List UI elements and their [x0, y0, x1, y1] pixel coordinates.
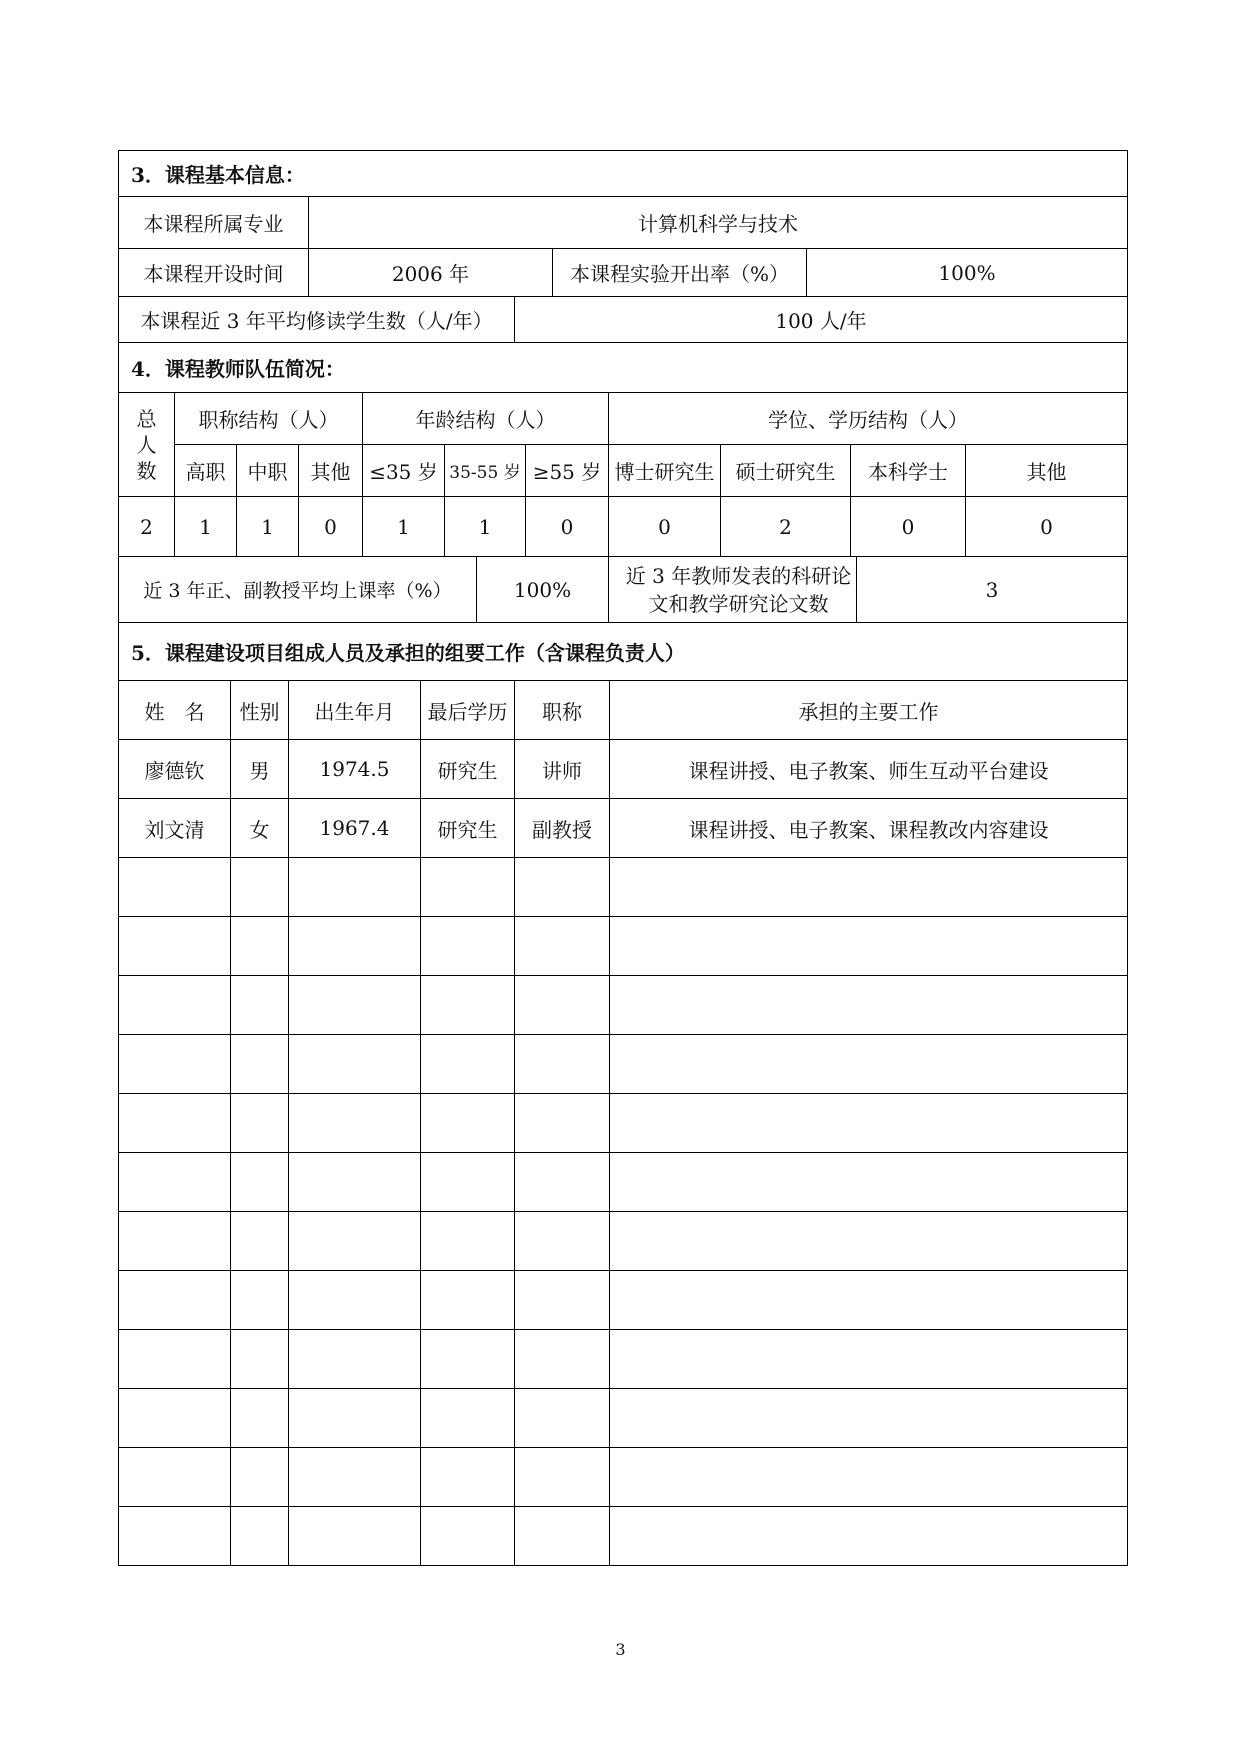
member-birth: [289, 1212, 421, 1270]
empty-member-row: [119, 858, 1127, 917]
member-birth: [289, 1507, 421, 1565]
rate-papers-row: [119, 557, 1127, 623]
member-work: 课程讲授、电子教案、师生互动平台建设: [688, 758, 1049, 783]
member-work: [610, 858, 1127, 916]
member-name: [119, 1035, 231, 1093]
member-gender: 男: [231, 740, 289, 798]
prof-rate-value: 100%: [477, 557, 609, 622]
form-table: [118, 150, 1128, 1566]
member-title: [515, 1271, 610, 1329]
member-title: [515, 976, 610, 1034]
prof-rate-label: 近 3 年正、副教授平均上课率（%）: [119, 557, 477, 622]
member-name: [119, 1212, 231, 1270]
member-education: [421, 1389, 515, 1447]
member-title: [515, 1507, 610, 1565]
member-work: [610, 976, 1127, 1034]
member-title: 讲师: [515, 740, 610, 798]
section5-heading: 5．课程建设项目组成人员及承担的组要工作（含课程负责人）: [131, 641, 685, 665]
section4-heading: 4．课程教师队伍简况：: [131, 357, 345, 381]
value-age-old: 0: [526, 497, 609, 556]
empty-member-row: [119, 1271, 1127, 1330]
empty-member-row: [119, 1094, 1127, 1153]
subheader-middle: 中职: [237, 445, 299, 496]
start-label: 本课程开设时间: [119, 249, 309, 296]
value-title-other: 0: [299, 497, 363, 556]
member-header-row: [119, 681, 1127, 740]
header-birth: 出生年月: [289, 681, 421, 739]
empty-member-row: [119, 976, 1127, 1035]
age-struct-group: [363, 393, 609, 496]
value-degree-other: 0: [1040, 514, 1053, 539]
value-total: 2: [119, 497, 175, 556]
member-gender: [231, 917, 289, 975]
member-gender: [231, 1330, 289, 1388]
teacher-structure-header: [119, 393, 1127, 497]
member-gender: [231, 1212, 289, 1270]
member-title: [515, 1094, 610, 1152]
value-age-young: 1: [363, 497, 445, 556]
degree-struct-group: [609, 393, 1127, 496]
member-education: [421, 917, 515, 975]
avg-students-row: [119, 297, 1127, 343]
member-work: [610, 1212, 1127, 1270]
degree-struct-label: 学位、学历结构（人）: [609, 393, 1127, 445]
section3-heading-row: [119, 151, 1127, 197]
avg-students-label: 本课程近 3 年平均修读学生数（人/年）: [119, 297, 515, 342]
major-label: 本课程所属专业: [119, 197, 309, 248]
member-name: [119, 1330, 231, 1388]
subheader-master: 硕士研究生: [721, 445, 851, 496]
empty-member-row: [119, 1448, 1127, 1507]
member-name: [119, 917, 231, 975]
member-birth: [289, 1389, 421, 1447]
subheader-degree-other: 其他: [1026, 460, 1067, 484]
member-gender: [231, 1448, 289, 1506]
header-title: 职称: [515, 681, 610, 739]
member-education: [421, 1035, 515, 1093]
empty-member-row: [119, 1212, 1127, 1271]
member-title: [515, 917, 610, 975]
member-title: [515, 1389, 610, 1447]
member-title: [515, 1153, 610, 1211]
subheader-phd: 博士研究生: [609, 445, 721, 496]
member-gender: 女: [231, 799, 289, 857]
member-gender: [231, 1389, 289, 1447]
member-name: [119, 1448, 231, 1506]
member-birth: 1974.5: [289, 740, 421, 798]
papers-label: 近 3 年教师发表的科研论文和教学研究论文数: [609, 557, 857, 622]
member-work: [610, 917, 1127, 975]
title-struct-label: 职称结构（人）: [175, 393, 362, 445]
lab-rate-label: 本课程实验开出率（%）: [553, 249, 807, 296]
member-birth: [289, 1448, 421, 1506]
member-education: 研究生: [421, 740, 515, 798]
member-birth: [289, 1330, 421, 1388]
member-name: [119, 858, 231, 916]
member-work: [610, 1330, 1127, 1388]
member-education: [421, 1212, 515, 1270]
member-gender: [231, 1035, 289, 1093]
empty-member-row: [119, 1507, 1127, 1566]
member-name: [119, 976, 231, 1034]
member-name: [119, 1271, 231, 1329]
member-title: 副教授: [515, 799, 610, 857]
subheader-age-young: ≤35 岁: [363, 445, 445, 496]
member-work: [610, 1448, 1127, 1506]
form-page: [118, 150, 1128, 1566]
section5-heading-row: [119, 623, 1127, 681]
member-birth: [289, 858, 421, 916]
subheader-age-old: ≥55 岁: [532, 460, 602, 484]
member-rows: [119, 740, 1127, 1566]
member-name: [119, 1094, 231, 1152]
subheader-title-other: 其他: [310, 460, 351, 484]
section3-heading: 3．课程基本信息：: [131, 163, 305, 187]
member-gender: [231, 1094, 289, 1152]
member-gender: [231, 858, 289, 916]
value-phd: 0: [609, 497, 721, 556]
member-education: [421, 1448, 515, 1506]
member-title: [515, 858, 610, 916]
total-label: 总人数: [119, 393, 175, 496]
major-value: 计算机科学与技术: [638, 212, 798, 236]
member-birth: [289, 1094, 421, 1152]
member-education: [421, 858, 515, 916]
member-work: 课程讲授、电子教案、课程教改内容建设: [688, 817, 1049, 842]
member-work: [610, 1094, 1127, 1152]
start-row: [119, 249, 1127, 297]
header-gender: 性别: [231, 681, 289, 739]
member-title: [515, 1035, 610, 1093]
title-struct-group: [175, 393, 363, 496]
subheader-senior: 高职: [175, 445, 237, 496]
value-age-mid: 1: [445, 497, 526, 556]
empty-member-row: [119, 917, 1127, 976]
avg-students-value: 100 人/年: [775, 309, 867, 333]
header-work: 承担的主要工作: [798, 699, 939, 724]
empty-member-row: [119, 1153, 1127, 1212]
member-education: [421, 1094, 515, 1152]
value-master: 2: [721, 497, 851, 556]
member-work: [610, 1389, 1127, 1447]
member-work: [610, 1271, 1127, 1329]
member-education: 研究生: [421, 799, 515, 857]
member-education: [421, 976, 515, 1034]
member-title: [515, 1330, 610, 1388]
header-education: 最后学历: [421, 681, 515, 739]
value-bachelor: 0: [851, 497, 966, 556]
member-birth: [289, 1035, 421, 1093]
page-number: 3: [615, 1640, 626, 1659]
member-birth: [289, 917, 421, 975]
member-education: [421, 1330, 515, 1388]
member-name: [119, 1507, 231, 1565]
value-senior: 1: [175, 497, 237, 556]
empty-member-row: [119, 1035, 1127, 1094]
member-gender: [231, 1507, 289, 1565]
member-name: [119, 1153, 231, 1211]
member-education: [421, 1271, 515, 1329]
member-birth: [289, 976, 421, 1034]
member-title: [515, 1448, 610, 1506]
member-title: [515, 1212, 610, 1270]
member-education: [421, 1507, 515, 1565]
member-gender: [231, 1271, 289, 1329]
member-education: [421, 1153, 515, 1211]
member-work: [610, 1507, 1127, 1565]
age-struct-label: 年龄结构（人）: [363, 393, 608, 445]
teacher-structure-values: [119, 497, 1127, 557]
member-name: 廖德钦: [119, 740, 231, 798]
member-birth: 1967.4: [289, 799, 421, 857]
section4-heading-row: [119, 343, 1127, 393]
empty-member-row: [119, 1330, 1127, 1389]
header-name: 姓 名: [119, 681, 231, 739]
member-birth: [289, 1271, 421, 1329]
member-work: [610, 1153, 1127, 1211]
member-work: [610, 1035, 1127, 1093]
start-value: 2006 年: [309, 249, 553, 296]
member-name: 刘文清: [119, 799, 231, 857]
papers-value: 3: [985, 577, 999, 602]
subheader-age-mid: 35-55 岁: [445, 445, 526, 496]
member-birth: [289, 1153, 421, 1211]
member-gender: [231, 976, 289, 1034]
member-gender: [231, 1153, 289, 1211]
member-name: [119, 1389, 231, 1447]
empty-member-row: [119, 1389, 1127, 1448]
subheader-bachelor: 本科学士: [851, 445, 966, 496]
member-row: [119, 740, 1127, 799]
member-row: [119, 799, 1127, 858]
value-middle: 1: [237, 497, 299, 556]
lab-rate-value: 100%: [938, 260, 996, 285]
major-row: [119, 197, 1127, 249]
